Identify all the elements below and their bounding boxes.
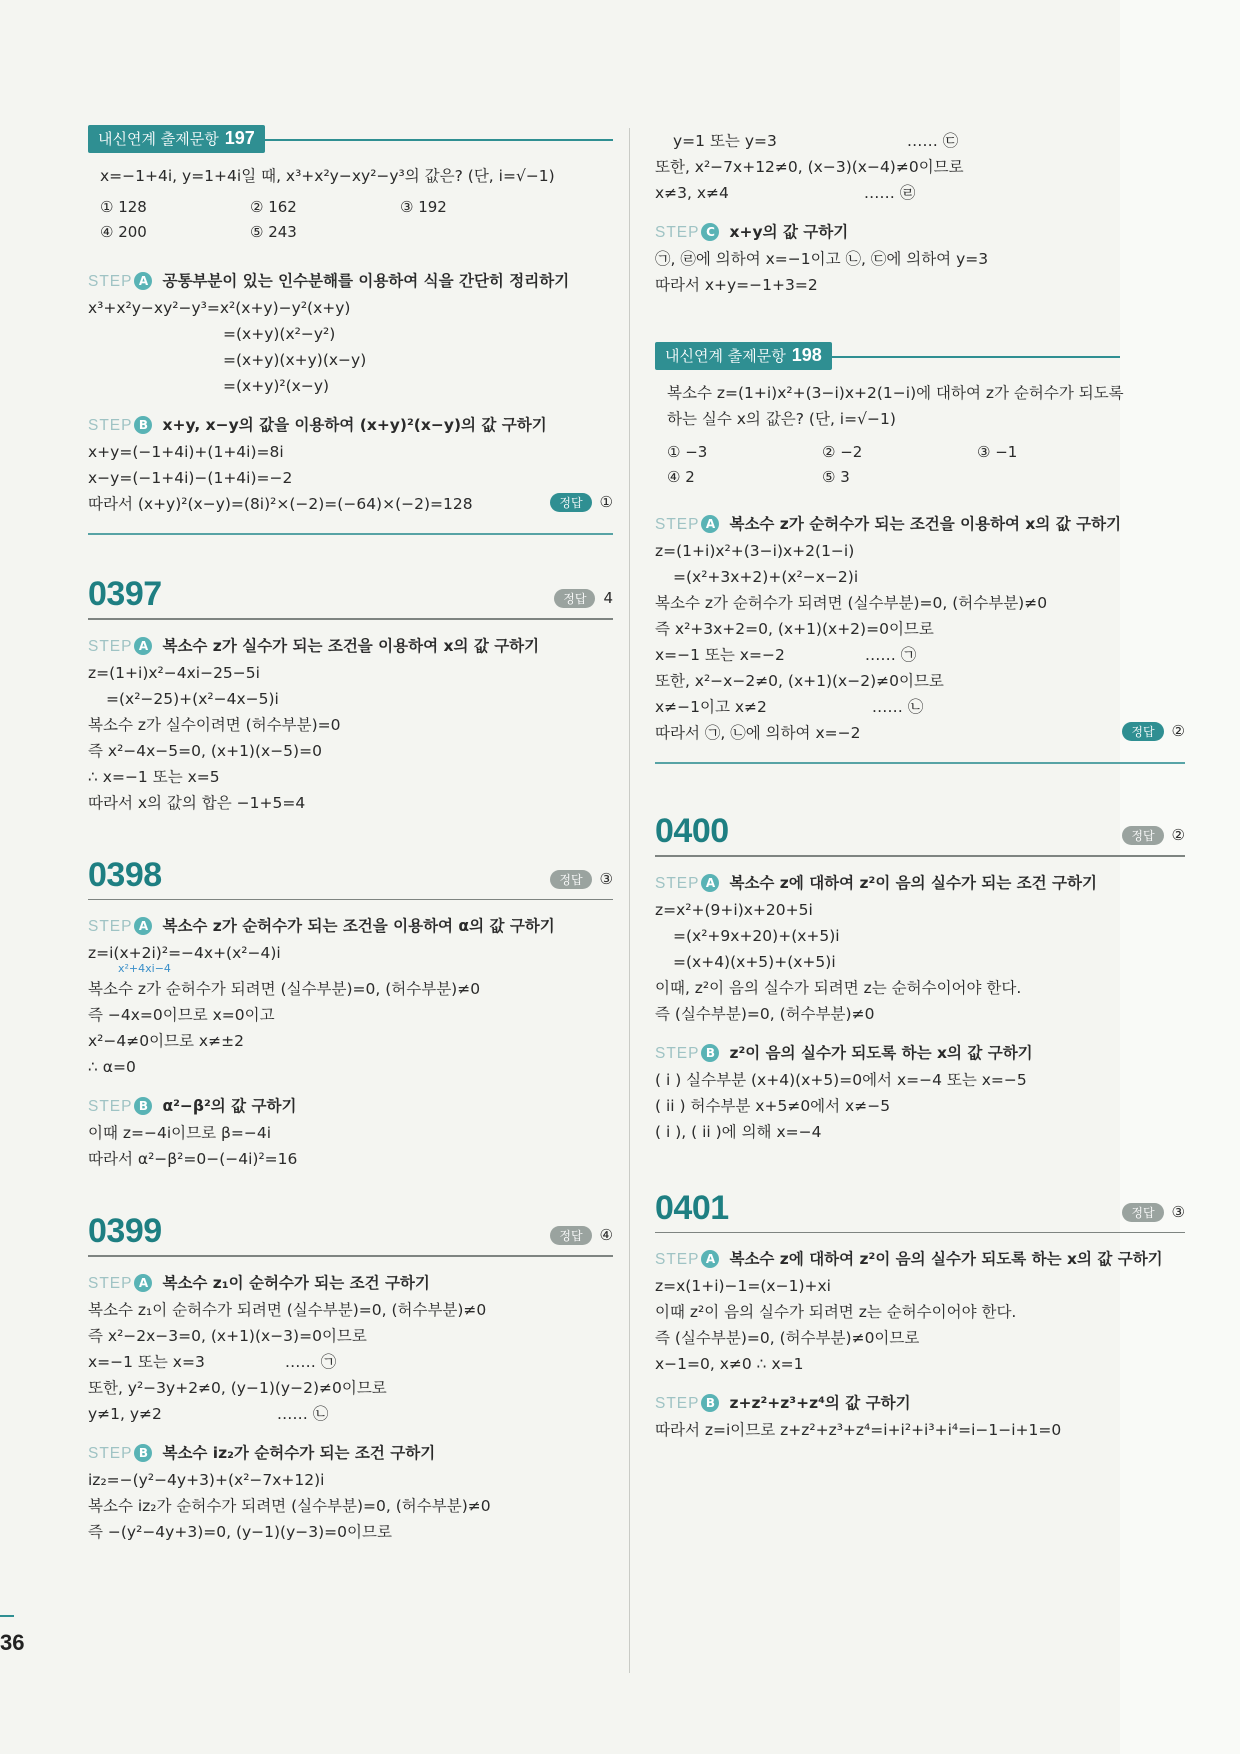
solution-line <box>88 1401 613 1427</box>
equation: y=1 또는 y=3 <box>673 132 777 150</box>
step-badge-a: A <box>134 917 152 935</box>
problem-underline <box>655 855 1185 857</box>
step-c-heading <box>655 220 1185 242</box>
choice-3: ③ −1 <box>977 443 1018 461</box>
step-label: STEP <box>88 637 133 655</box>
choice-list <box>88 195 613 245</box>
question-text: x=−1+4i, y=1+4i일 때, x³+x²y−xy²−y³의 값은? (단, i=√−1) <box>100 167 555 185</box>
solution-line: 복소수 z₁이 순허수가 되려면 (실수부분)=0, (허수부분)≠0 <box>88 1300 487 1319</box>
step-badge-c: C <box>701 223 719 241</box>
equation-marker: …… ㉣ <box>863 184 916 202</box>
problem-number: 0400 <box>655 812 729 850</box>
solution-line <box>88 1349 613 1375</box>
solution-line: 따라서 x의 값의 합은 −1+5=4 <box>88 793 306 812</box>
step-badge-a: A <box>134 272 152 290</box>
step-badge-b: B <box>701 1044 719 1062</box>
choice-5: ⑤ 3 <box>822 468 850 486</box>
solution-line: 즉 (실수부분)=0, (허수부분)≠0이므로 <box>655 1329 920 1347</box>
solution-line: 즉 (실수부분)=0, (허수부분)≠0 <box>655 1004 875 1023</box>
solution-line: =(x+y)(x+y)(x−y) <box>223 351 367 369</box>
solution-line: =(x+y)(x²−y²) <box>223 325 336 343</box>
ref-tag <box>655 342 832 370</box>
choice-1: ① 128 <box>100 198 147 216</box>
solution-line: z=(1+i)x²−4xi−25−5i <box>88 663 260 682</box>
choice-3: ③ 192 <box>400 198 447 216</box>
step-title: 복소수 z가 실수가 되는 조건을 이용하여 x의 값 구하기 <box>162 636 540 655</box>
solution-line: iz₂=−(y²−4y+3)+(x²−7x+12)i <box>88 1470 325 1489</box>
equation: x≠−1이고 x≠2 <box>655 698 767 716</box>
solution-line: x−y=(−1+4i)−(1+4i)=−2 <box>88 469 293 487</box>
answer-value: 4 <box>603 589 613 607</box>
equation-marker: …… ㉡ <box>276 1404 329 1423</box>
step-a-heading <box>655 871 1185 893</box>
step-b-heading <box>88 1094 613 1116</box>
choice-list <box>655 440 1185 490</box>
page-number: 36 <box>0 1630 25 1655</box>
step-label: STEP <box>655 516 700 533</box>
problem-0398 <box>88 856 613 901</box>
step-b-heading <box>655 1391 1185 1413</box>
ref-tag-label: 내신연계 출제문항 <box>665 347 786 365</box>
solution-line <box>655 694 1185 720</box>
answer <box>1122 722 1185 741</box>
step-a-heading <box>88 269 613 291</box>
problem-number: 0397 <box>88 575 162 613</box>
step-b-heading <box>655 1041 1185 1063</box>
solution-line: ∴ α=0 <box>88 1058 136 1076</box>
step-title: 복소수 z에 대하여 z²이 음의 실수가 되는 조건 구하기 <box>729 873 1097 892</box>
answer <box>550 1226 613 1245</box>
choice-5: ⑤ 243 <box>250 223 297 241</box>
column-divider <box>629 128 630 1673</box>
step-label: STEP <box>655 224 700 241</box>
step-badge-b: B <box>134 1097 152 1115</box>
step-a-heading <box>88 634 613 656</box>
step-label: STEP <box>655 874 700 892</box>
solution-line: 즉 x²−2x−3=0, (x+1)(x−3)=0이므로 <box>88 1326 367 1345</box>
choice-4: ④ 2 <box>667 468 695 486</box>
solution-line: 복소수 z가 실수이려면 (허수부분)=0 <box>88 715 341 734</box>
answer <box>1122 1203 1185 1222</box>
answer-row <box>655 720 1185 746</box>
problem-0397 <box>88 575 613 620</box>
step-title: 공통부분이 있는 인수분해를 이용하여 식을 간단히 정리하기 <box>162 272 570 290</box>
step-a-heading <box>655 1247 1185 1269</box>
answer <box>1122 826 1185 845</box>
choice-2: ② −2 <box>822 443 863 461</box>
problem-number: 0401 <box>655 1188 729 1227</box>
problem-number: 0398 <box>88 855 162 894</box>
solution-line: 따라서 x+y=−1+3=2 <box>655 276 818 294</box>
solution-line: z=i(x+2i)²=−4x+(x²−4)i <box>88 944 281 962</box>
equation-marker: …… ㉡ <box>871 698 924 716</box>
solution-line: ㉠, ㉣에 의하여 x=−1이고 ㉡, ㉢에 의하여 y=3 <box>655 250 989 268</box>
solution-line: 이때 z²이 음의 실수가 되려면 z는 순허수이어야 한다. <box>655 1303 1017 1321</box>
answer-value: ② <box>1171 722 1185 740</box>
answer-tag: 정답 <box>1122 722 1163 741</box>
step-label: STEP <box>88 1098 133 1115</box>
step-badge-a: A <box>701 515 719 533</box>
ref-question <box>655 380 1185 432</box>
step-a-heading <box>655 512 1185 534</box>
choice-2: ② 162 <box>250 198 297 216</box>
step-title: x+y, x−y의 값을 이용하여 (x+y)²(x−y)의 값 구하기 <box>162 416 547 434</box>
solution-line: z=x²+(9+i)x+20+5i <box>655 900 813 919</box>
answer-value: ④ <box>599 1226 613 1244</box>
step-label: STEP <box>88 417 133 434</box>
problem-underline <box>88 899 613 901</box>
solution-line: ( i ) 실수부분 (x+4)(x+5)=0에서 x=−4 또는 x=−5 <box>655 1070 1027 1089</box>
problem-underline <box>88 1255 613 1257</box>
section-rule <box>655 762 1185 764</box>
solution-line: 복소수 iz₂가 순허수가 되려면 (실수부분)=0, (허수부분)≠0 <box>88 1496 491 1515</box>
right-column <box>655 128 1185 1443</box>
equation: x=−1 또는 x=3 <box>88 1352 205 1371</box>
solution-line: 즉 x²+3x+2=0, (x+1)(x+2)=0이므로 <box>655 620 934 638</box>
step-badge-b: B <box>134 1444 152 1462</box>
answer-value: ② <box>1171 826 1185 844</box>
expansion-note: x²+4xi−4 <box>118 962 171 975</box>
answer-value: ③ <box>1171 1202 1185 1221</box>
solution-line: ( i ), ( ii )에 의해 x=−4 <box>655 1122 822 1141</box>
solution-line <box>655 642 1185 668</box>
solution-line: 이때, z²이 음의 실수가 되려면 z는 순허수이어야 한다. <box>655 978 1022 997</box>
answer-tag: 정답 <box>550 1226 591 1245</box>
ref-tag-label: 내신연계 출제문항 <box>98 130 219 148</box>
solution-line: 또한, x²−x−2≠0, (x+1)(x−2)≠0이므로 <box>655 672 944 690</box>
answer-tag: 정답 <box>1122 826 1163 845</box>
step-b-heading <box>88 1441 613 1463</box>
solution-line: =(x+4)(x+5)+(x+5)i <box>673 952 836 971</box>
step-title: x+y의 값 구하기 <box>729 223 849 241</box>
step-title: 복소수 z에 대하여 z²이 음의 실수가 되도록 하는 x의 값 구하기 <box>729 1250 1163 1268</box>
step-badge-a: A <box>701 1250 719 1268</box>
problem-0399 <box>88 1212 613 1257</box>
solution-line: ( ii ) 허수부분 x+5≠0에서 x≠−5 <box>655 1096 891 1115</box>
solution-line: 이때 z=−4i이므로 β=−4i <box>88 1124 272 1142</box>
ref-number: 197 <box>224 128 255 148</box>
step-badge-a: A <box>134 637 152 655</box>
step-b-heading <box>88 413 613 435</box>
equation: x=−1 또는 x=−2 <box>655 646 785 664</box>
solution-line: 복소수 z가 순허수가 되려면 (실수부분)=0, (허수부분)≠0 <box>88 980 481 998</box>
answer-value: ③ <box>599 869 613 888</box>
step-title: 복소수 z가 순허수가 되는 조건을 이용하여 x의 값 구하기 <box>729 515 1122 533</box>
step-badge-a: A <box>134 1274 152 1292</box>
page-number-bar <box>0 1615 14 1617</box>
equation-marker: …… ㉢ <box>906 132 959 150</box>
answer <box>554 589 613 608</box>
solution-line: =(x²−25)+(x²−4x−5)i <box>106 689 279 708</box>
step-label: STEP <box>655 1044 700 1062</box>
solution-line <box>655 128 1185 154</box>
choice-1: ① −3 <box>667 443 708 461</box>
solution-line <box>655 180 1185 206</box>
solution-line: x+y=(−1+4i)+(1+4i)=8i <box>88 443 284 461</box>
step-label: STEP <box>88 1444 133 1462</box>
solution-line: x−1=0, x≠0 ∴ x=1 <box>655 1355 804 1373</box>
step-a-heading <box>88 914 613 936</box>
step-label: STEP <box>655 1395 700 1412</box>
solution-line: z=(1+i)x²+(3−i)x+2(1−i) <box>655 542 855 560</box>
equation: x≠3, x≠4 <box>655 184 729 202</box>
step-badge-b: B <box>701 1394 719 1412</box>
problem-number: 0399 <box>88 1212 162 1250</box>
answer <box>550 493 613 512</box>
answer-row <box>88 491 613 517</box>
step-title: z+z²+z³+z⁴의 값 구하기 <box>729 1394 911 1412</box>
step-title: α²−β²의 값 구하기 <box>162 1097 297 1115</box>
solution-line: 따라서 α²−β²=0−(−4i)²=16 <box>88 1150 298 1168</box>
question-text: 복소수 z=(1+i)x²+(3−i)x+2(1−i)에 대하여 z가 순허수가 되도록 <box>667 384 1124 402</box>
solution-line: =(x²+9x+20)+(x+5)i <box>673 926 840 945</box>
solution-line: z=x(1+i)−1=(x−1)+xi <box>655 1277 831 1295</box>
solution-line: ∴ x=−1 또는 x=5 <box>88 767 220 786</box>
solution-line: x³+x²y−xy²−y³=x²(x+y)−y²(x+y) <box>88 299 351 317</box>
answer-tag: 정답 <box>554 589 595 608</box>
answer-tag: 정답 <box>1122 1203 1163 1222</box>
ref-number: 198 <box>791 345 822 365</box>
answer <box>550 870 613 889</box>
step-label: STEP <box>88 273 133 290</box>
ref-question <box>88 163 613 189</box>
solution-line: =(x²+3x+2)+(x²−x−2)i <box>673 568 859 586</box>
step-badge-b: B <box>134 416 152 434</box>
step-label: STEP <box>88 918 133 935</box>
choice-4: ④ 200 <box>100 223 147 241</box>
step-label: STEP <box>88 1274 133 1292</box>
solution-line: 또한, x²−7x+12≠0, (x−3)(x−4)≠0이므로 <box>655 158 964 176</box>
solution-line: =(x+y)²(x−y) <box>223 377 330 395</box>
step-title: 복소수 z₁이 순허수가 되는 조건 구하기 <box>162 1273 430 1292</box>
section-rule <box>88 533 613 535</box>
solution-line: 또한, y²−3y+2≠0, (y−1)(y−2)≠0이므로 <box>88 1378 387 1397</box>
ref-problem-198 <box>655 342 1185 490</box>
solution-line: 즉 −(y²−4y+3)=0, (y−1)(y−3)=0이므로 <box>88 1522 392 1541</box>
step-label: STEP <box>655 1251 700 1268</box>
problem-0400 <box>655 812 1185 857</box>
ref-tag <box>88 125 265 153</box>
solution-line: x²−4≠0이므로 x≠±2 <box>88 1032 244 1050</box>
ref-problem-197 <box>88 125 613 245</box>
problem-0401 <box>655 1189 1185 1234</box>
problem-underline <box>655 1232 1185 1234</box>
equation-marker: …… ㉠ <box>864 646 917 664</box>
step-title: 복소수 z가 순허수가 되는 조건을 이용하여 α의 값 구하기 <box>162 917 555 935</box>
solution-line: 따라서 (x+y)²(x−y)=(8i)²×(−2)=(−64)×(−2)=128 <box>88 495 473 513</box>
problem-underline <box>88 618 613 620</box>
equation: y≠1, y≠2 <box>88 1404 162 1423</box>
step-title: 복소수 iz₂가 순허수가 되는 조건 구하기 <box>162 1443 436 1462</box>
solution-line: 즉 x²−4x−5=0, (x+1)(x−5)=0 <box>88 741 322 760</box>
question-text: 하는 실수 x의 값은? (단, i=√−1) <box>667 410 896 428</box>
left-column <box>88 125 613 1545</box>
solution-line: 따라서 ㉠, ㉡에 의하여 x=−2 <box>655 724 861 742</box>
solution-line: 따라서 z=i이므로 z+z²+z³+z⁴=i+i²+i³+i⁴=i−1−i+1=0 <box>655 1421 1062 1439</box>
equation-marker: …… ㉠ <box>284 1352 337 1371</box>
step-a-heading <box>88 1271 613 1293</box>
step-badge-a: A <box>701 874 719 892</box>
step-title: z²이 음의 실수가 되도록 하는 x의 값 구하기 <box>729 1043 1033 1062</box>
solution-line: 즉 −4x=0이므로 x=0이고 <box>88 1006 275 1024</box>
answer-value: ① <box>599 493 613 511</box>
solution-line: 복소수 z가 순허수가 되려면 (실수부분)=0, (허수부분)≠0 <box>655 594 1048 612</box>
answer-tag: 정답 <box>550 493 591 512</box>
answer-tag: 정답 <box>550 870 591 889</box>
